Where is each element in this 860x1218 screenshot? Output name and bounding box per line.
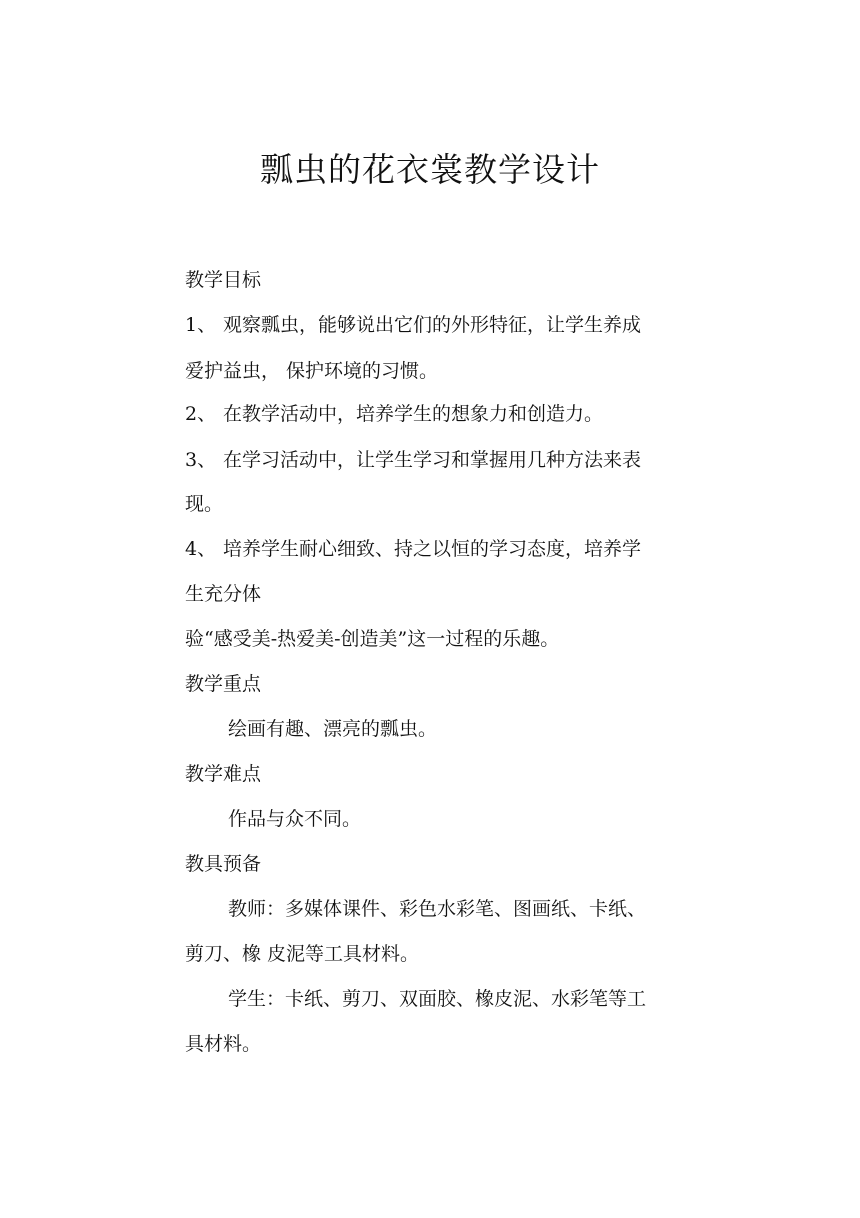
difficulties-text: 作品与众不同。 [228,808,362,830]
goal-2-number: 2、 [185,403,217,425]
goal-4-text: 培养学生耐心细致、持之以恒的学习态度，培养学 [223,538,642,560]
goal-4-line-3: 验“感受美-热爱美-创造美”这一过程的乐趣。 [185,628,560,650]
section-heading-tools: 教具预备 [185,853,262,875]
goal-4-line-1 [185,535,705,563]
tools-teacher-line-1: 教师：多媒体课件、彩色水彩笔、图画纸、卡纸、 [228,898,647,920]
goal-1-text: 观察瓢虫，能够说出它们的外形特征，让学生养成 [223,314,642,336]
document-title: 瓢虫的花衣裳教学设计 [260,150,600,189]
tools-student-line-1: 学生：卡纸、剪刀、双面胶、橡皮泥、水彩笔等工 [228,988,647,1010]
goal-4-line-2: 生充分体 [185,583,262,605]
tools-student-line-2: 具材料。 [185,1033,262,1055]
tools-teacher-line-2: 剪刀、橡 皮泥等工具材料。 [185,943,420,965]
goal-3-line-1 [185,446,705,474]
goal-2-line-1 [185,400,705,428]
goal-4-number: 4、 [185,538,217,560]
goal-1-number: 1、 [185,314,217,336]
goal-3-number: 3、 [185,449,217,471]
goal-1-line-1 [185,311,705,339]
section-heading-goals: 教学目标 [185,269,262,291]
goal-1-line-2: 爱护益虫， 保护环境的习惯。 [185,360,439,382]
goal-3-text: 在学习活动中，让学生学习和掌握用几种方法来表 [223,449,642,471]
section-heading-key-points: 教学重点 [185,673,262,695]
goal-3-line-2: 现。 [185,493,224,515]
goal-2-text: 在教学活动中，培养学生的想象力和创造力。 [223,403,604,425]
section-heading-difficulties: 教学难点 [185,763,262,785]
key-points-text: 绘画有趣、漂亮的瓢虫。 [228,718,438,740]
